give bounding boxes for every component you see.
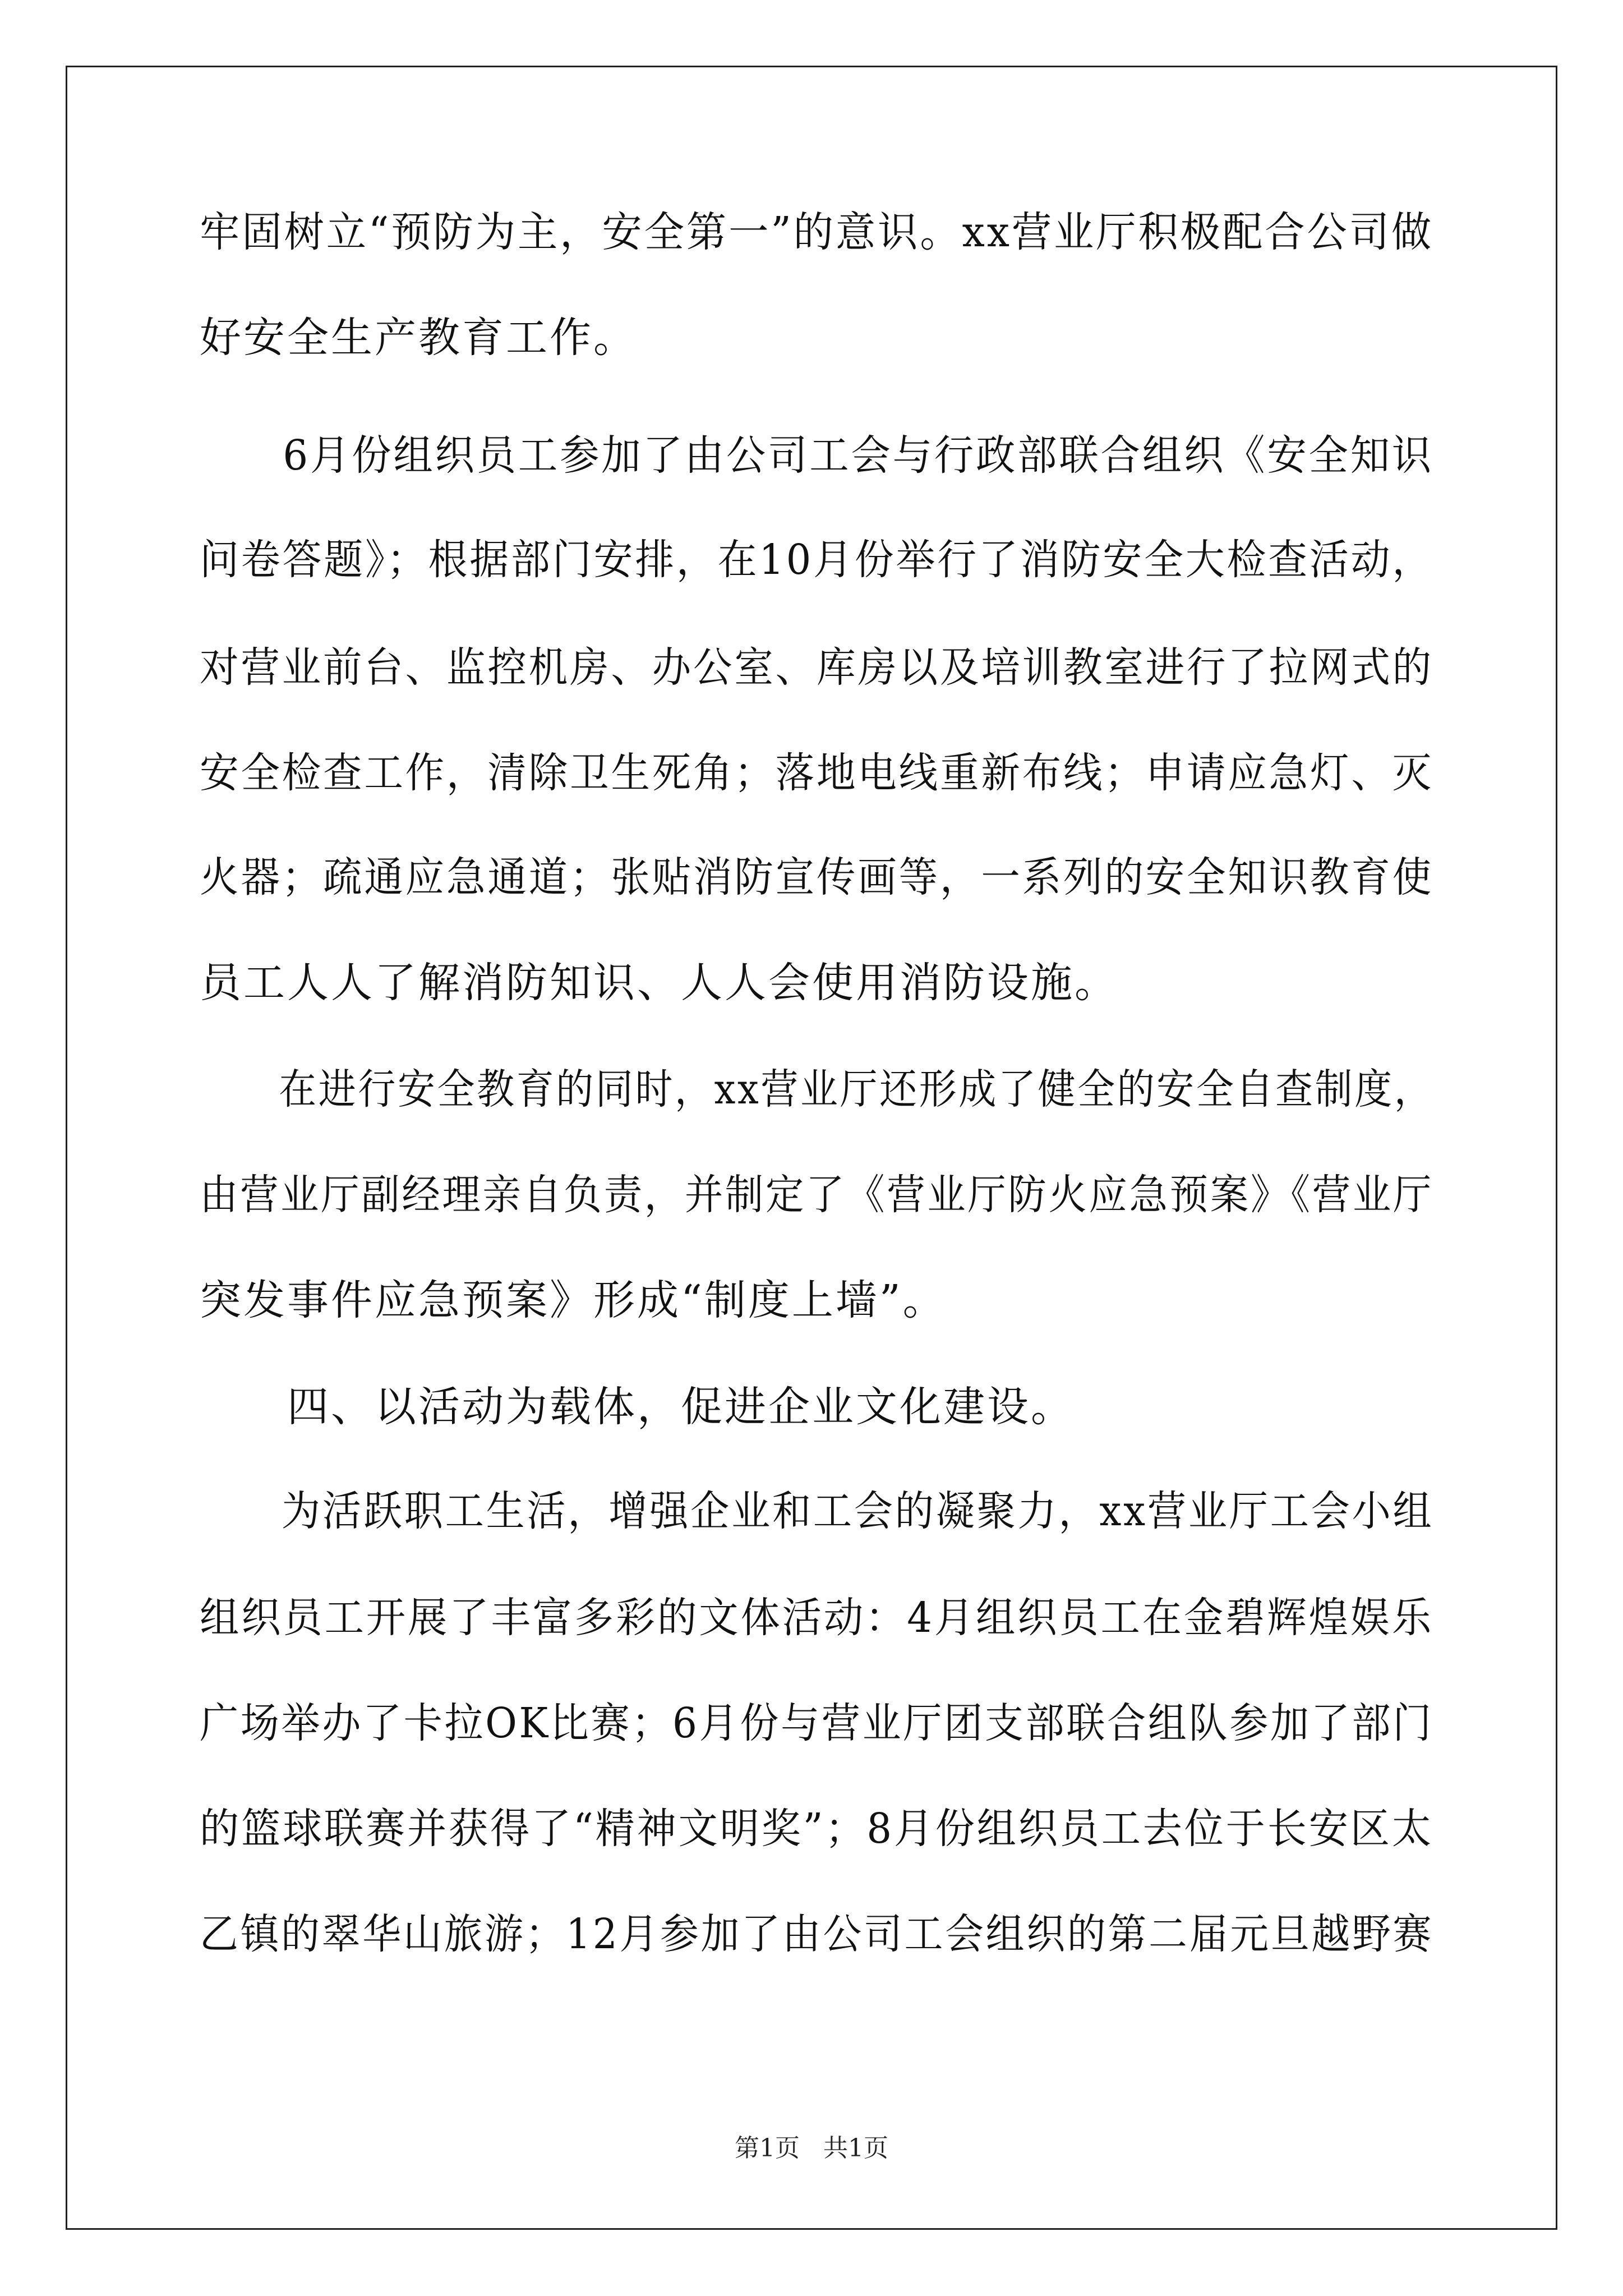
text-line-8: 员工人人了解消防知识、人人会使用消防设施。 bbox=[200, 959, 1118, 1007]
text-line-7: 火器；疏通应急通道；张贴消防宣传画等，一系列的安全知识教育使 bbox=[200, 853, 1433, 901]
text-line-9: 在进行安全教育的同时，xx营业厅还形成了健全的安全自查制度， bbox=[200, 1065, 1434, 1114]
text-line-2: 好安全生产教育工作。 bbox=[200, 314, 637, 362]
text-line-5: 对营业前台、监控机房、办公室、库房以及培训教室进行了拉网式的 bbox=[200, 643, 1433, 692]
text-line-15: 广场举办了卡拉OK比赛；6月份与营业厅团支部联合组队参加了部门 bbox=[200, 1699, 1434, 1747]
page-border bbox=[66, 66, 1557, 2230]
text-line-14: 组织员工开展了丰富多彩的文体活动：4月组织员工在金碧辉煌娱乐 bbox=[200, 1594, 1434, 1642]
text-line-4: 问卷答题》；根据部门安排，在10月份举行了消防安全大检查活动， bbox=[200, 536, 1434, 584]
text-line-10: 由营业厅副经理亲自负责，并制定了《营业厅防火应急预案》《营业厅 bbox=[200, 1171, 1433, 1219]
text-line-6: 安全检查工作，清除卫生死角；落地电线重新布线；申请应急灯、灭 bbox=[200, 749, 1433, 797]
text-line-16: 的篮球联赛并获得了“精神文明奖”；8月份组织员工去位于长安区太 bbox=[200, 1805, 1433, 1853]
text-line-3: 6月份组织员工参加了由公司工会与行政部联合组织《安全知识 bbox=[200, 431, 1434, 480]
text-line-11: 突发事件应急预案》形成“制度上墙”。 bbox=[200, 1276, 947, 1324]
text-line-1: 牢固树立“预防为主，安全第一”的意识。xx营业厅积极配合公司做 bbox=[200, 208, 1434, 256]
text-line-13: 为活跃职工生活，增强企业和工会的凝聚力，xx营业厅工会小组 bbox=[200, 1487, 1434, 1535]
page-number-footer: 第1页 共1页 bbox=[735, 2134, 888, 2162]
text-line-17: 乙镇的翠华山旅游；12月参加了由公司工会组织的第二届元旦越野赛 bbox=[200, 1910, 1434, 1958]
text-line-12: 四、以活动为载体，促进企业文化建设。 bbox=[200, 1383, 1075, 1431]
